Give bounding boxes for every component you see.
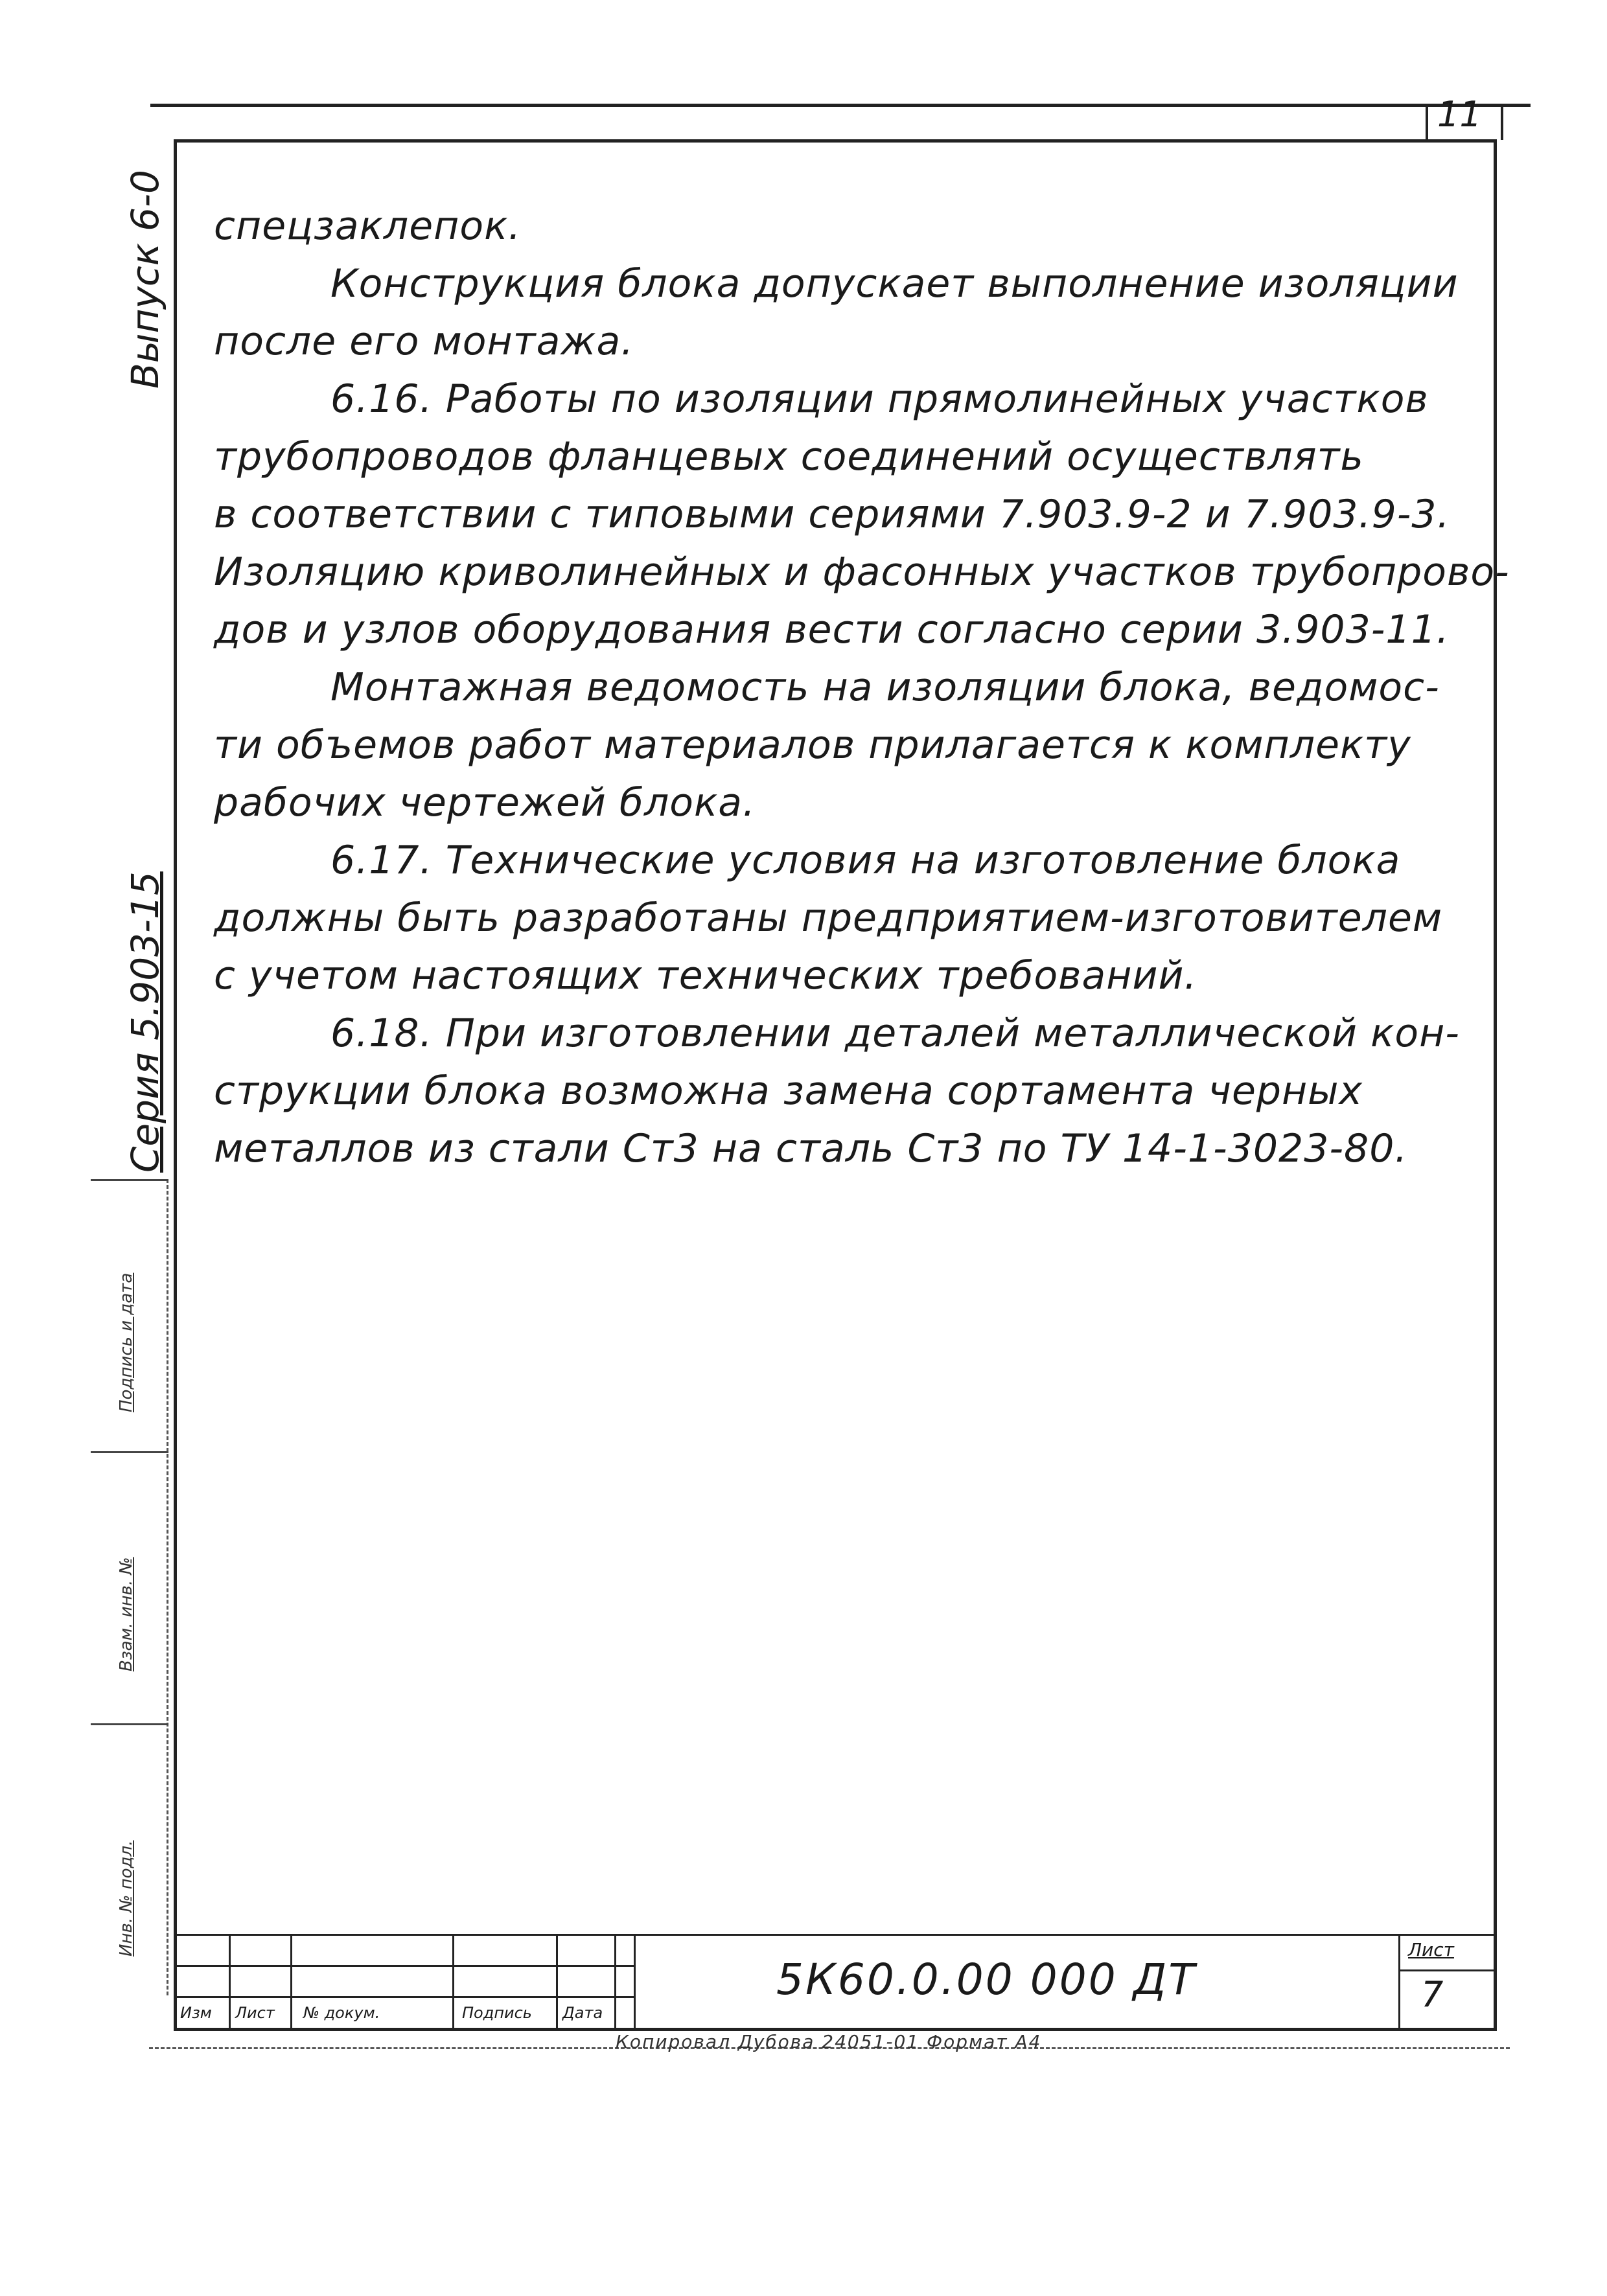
text-line: 6.18. При изготовлении деталей металлической кон- (330, 1011, 1460, 1056)
text-line: должны быть разработаны предприятием-изготовителем (214, 895, 1443, 941)
header-date: Дата (562, 2004, 603, 2022)
header-doc-no: № докум. (303, 2004, 380, 2022)
tb-line (1398, 1934, 1400, 2031)
left-stamp-column (91, 1179, 168, 1995)
stamp-divider (91, 1179, 168, 1181)
text-line: ти объемов работ материалов прилагается к комплекту (214, 722, 1411, 768)
header-list: Лист (235, 2004, 275, 2022)
text-line: с учетом настоящих технических требований. (214, 953, 1197, 998)
text-line: в соответствии с типовыми сериями 7.903.9-2 и 7.903.9-3. (214, 492, 1450, 537)
tb-line (174, 1965, 634, 1967)
header-izm: Изм (180, 2004, 212, 2022)
text-line: 6.16. Работы по изоляции прямолинейных участков (330, 376, 1429, 422)
copy-stamp: Копировал Дубова 24051-01 Формат А4 (616, 2031, 1042, 2052)
stamp-divider (91, 1451, 168, 1453)
header-signature: Подпись (462, 2004, 532, 2022)
text-line: струкции блока возможна замена сортамента черных (214, 1068, 1363, 1114)
stamp-label-signature: Подпись и дата (117, 1272, 136, 1412)
document-code: 5К60.0.00 000 ДТ (776, 1955, 1197, 2004)
text-line: спецзаклепок. (214, 203, 522, 249)
text-line: трубопроводов фланцевых соединений осуществлять (214, 434, 1364, 479)
text-line: дов и узлов оборудования вести согласно серии 3.903-11. (214, 607, 1450, 652)
text-line: Изоляцию криволинейных и фасонных участков трубопрово- (214, 549, 1510, 595)
text-line: Монтажная ведомость на изоляции блока, ведомос- (330, 665, 1440, 710)
stamp-divider (91, 1723, 168, 1725)
text-line: Конструкция блока допускает выполнение изоляции (330, 261, 1459, 306)
sheet-number-top: 11 (1437, 94, 1482, 135)
sheet-label: Лист (1408, 1939, 1454, 1960)
text-line: металлов из стали Ст3 на сталь Ст3 по ТУ 14-1-3023-80. (214, 1126, 1408, 1171)
tb-line (1398, 1969, 1497, 1971)
text-line: после его монтажа. (214, 319, 634, 364)
stamp-label-original: Инв. № подл. (117, 1840, 136, 1957)
stamp-label-replaced: Взам. инв. № (117, 1557, 136, 1671)
tb-line (290, 1934, 292, 2031)
text-line: рабочих чертежей блока. (214, 780, 756, 825)
tb-line (452, 1934, 454, 2031)
title-block (174, 1934, 1497, 2031)
tb-line (229, 1934, 231, 2031)
text-line: 6.17. Технические условия на изготовление блока (330, 838, 1401, 883)
top-rule (150, 104, 1531, 107)
sheet-number: 7 (1421, 1974, 1444, 2015)
series-label: Серия 5.903-15 (123, 871, 167, 1173)
tb-line (634, 1934, 636, 2031)
tb-line (174, 1934, 1497, 1936)
tb-line (556, 1934, 558, 2031)
body-text (214, 198, 1510, 1178)
tb-line (614, 1934, 616, 2031)
issue-label: Выпуск 6-0 (123, 170, 167, 389)
tb-line (174, 1996, 634, 1998)
